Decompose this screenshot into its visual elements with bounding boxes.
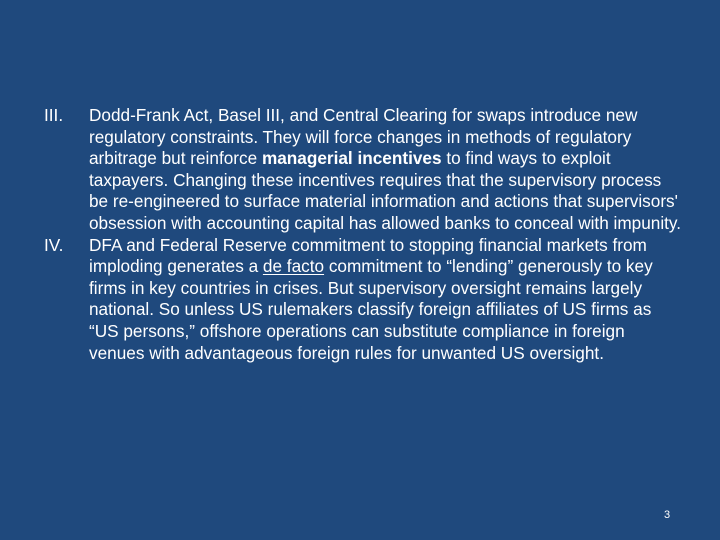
- text-segment: DFA and Federal Reserve commitment to stopping financial markets from imploding generates a: [89, 234, 647, 277]
- text-segment: to find ways to exploit taxpayers. Changing these incentives requires that the supervisory process be re-engineered to surface material information and actions that supervisors' obsession with accounting capital has allowed banks to conceal with impunity.: [89, 148, 682, 233]
- underlined-phrase: de facto: [262, 256, 325, 277]
- list-item-iv: [44, 235, 684, 365]
- page-number: 3: [664, 509, 671, 521]
- list-numeral: IV.: [44, 234, 64, 255]
- slide-body: [44, 105, 684, 364]
- list-numeral: III.: [44, 105, 64, 125]
- list-item-iii: [44, 105, 684, 235]
- list-item-text: [89, 235, 684, 365]
- bold-phrase: managerial incentives: [261, 148, 442, 169]
- list-item-text: [89, 105, 684, 235]
- text-segment: commitment to “lending” generously to key firms in key countries in crises. But supervisory oversight remains largely national. So unless US rulemakers classify foreign affiliates of US firms as “US persons,” offshore operations can substitute compliance in foreign venues with advantageous foreign rules for unwanted US oversight.: [89, 256, 653, 363]
- text-segment: Dodd-Frank Act, Basel III, and Central Clearing for swaps introduce new regulatory constraints. They will force changes in methods of regulatory arbitrage but reinforce: [89, 105, 638, 169]
